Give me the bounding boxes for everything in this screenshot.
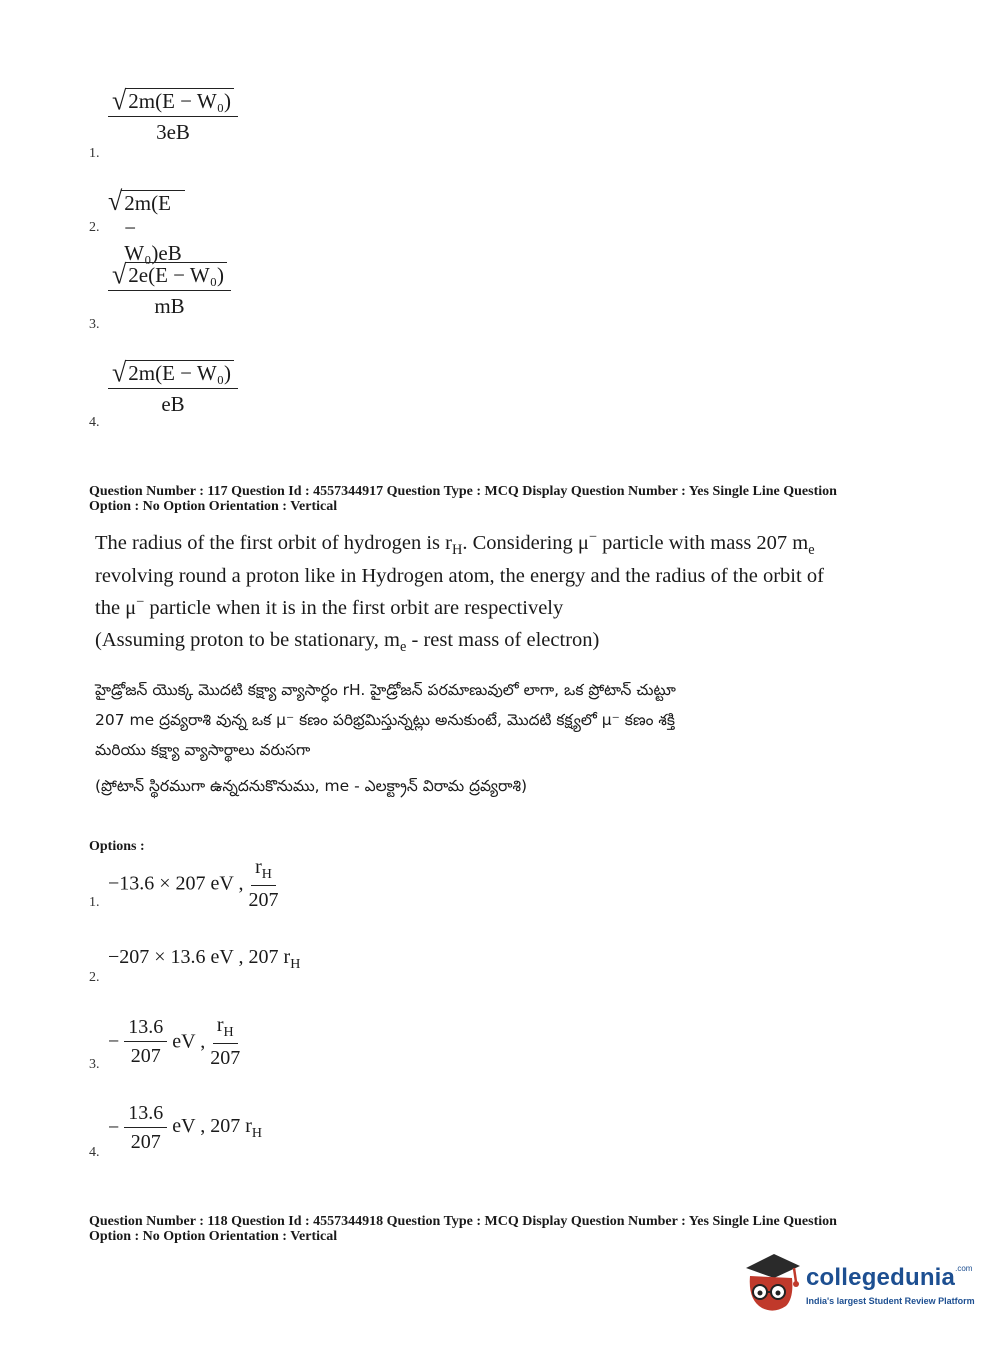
english-line-1: The radius of the first orbit of hydrogen is $r_H$. Considering μ− particle with mass 207 $m_e$ xyxy=(95,529,815,558)
radicand: 2e(E − W₀) xyxy=(125,262,227,288)
option-number: 4. xyxy=(89,1145,100,1160)
collegedunia-logo[interactable] xyxy=(740,1250,980,1320)
english-line-4: (Assuming proton to be stationary, $m_e$ - rest mass of electron) xyxy=(95,628,600,655)
telugu-line-1: హైడ్రోజన్ యొక్క మొదటి కక్ష్యా వ్యాసార్ధం rH. హైడ్రోజన్ పరమాణువులో లాగా, ఒక ప్రోటాన్ చుట్టూ xyxy=(95,681,676,699)
radicand: 2m(E − W₀) xyxy=(125,360,234,386)
energy-fraction: $\frac{13.6}{207}$ xyxy=(124,1102,167,1154)
logo-tagline: India's largest Student Review Platform xyxy=(806,1296,975,1306)
option-number: 1. xyxy=(89,895,100,910)
option-number: 2. xyxy=(89,970,100,985)
option-number: 1. xyxy=(89,146,100,161)
meta-line-1: Question Number : 117 Question Id : 4557344917 Question Type : MCQ Display Question Number : Yes Single Line Question xyxy=(89,484,837,499)
radius-fraction: $\frac{r_H}{207}$ xyxy=(248,856,279,911)
english-line-3: the μ− particle when it is in the first orbit are respectively xyxy=(95,593,564,619)
option-number: 3. xyxy=(89,1057,100,1072)
denominator: 3eB xyxy=(156,120,190,144)
logo-wordmark: collegedunia$^{.com}$ xyxy=(806,1264,973,1291)
telugu-line-3: మరియు కక్ష్యా వ్యాసార్థాలు వరుసగా xyxy=(95,741,311,759)
question-117-telugu xyxy=(95,675,895,801)
options-label: Options : xyxy=(89,839,145,854)
meta-line-1: Question Number : 118 Question Id : 4557344918 Question Type : MCQ Display Question Number : Yes Single Line Question xyxy=(89,1214,837,1229)
option-number: 3. xyxy=(89,317,100,332)
option-number: 4. xyxy=(89,415,100,430)
denominator: mB xyxy=(154,294,185,318)
option-number: 2. xyxy=(89,220,100,235)
question-117-english xyxy=(95,524,895,660)
mascot-icon xyxy=(740,1250,802,1314)
sqrt-expression: √ 2m(E − W₀)eB xyxy=(108,190,185,266)
question-118-meta xyxy=(89,1214,969,1244)
radius-fraction: $\frac{r_H}{207}$ xyxy=(210,1014,241,1069)
denominator: eB xyxy=(161,392,185,416)
energy-fraction: $\frac{13.6}{207}$ xyxy=(124,1016,167,1068)
radicand: 2m(E − W₀) xyxy=(125,88,234,114)
fraction: √ 2m(E − W₀) 3eB xyxy=(108,88,238,145)
telugu-line-2: 207 me ద్రవ్యరాశి వున్న ఒక μ⁻ కణం పరిభ్రమిస్తున్నట్లు అనుకుంటే, మొదటి కక్ష్యలో μ⁻ కణం శక్తి xyxy=(95,711,676,729)
fraction: √ 2e(E − W₀) mB xyxy=(108,262,231,319)
question-117-meta xyxy=(89,484,969,514)
fraction: √ 2m(E − W₀) eB xyxy=(108,360,238,417)
telugu-line-4: (ప్రోటాన్ స్థిరముగా ఉన్నదనుకొనుము, me - ఎలక్ట్రాన్ విరామ ద్రవ్యరాశి) xyxy=(95,777,528,795)
meta-line-2: Option : No Option Orientation : Vertical xyxy=(89,1229,338,1244)
energy-expression: −13.6 × 207 eV , xyxy=(108,872,244,895)
energy-radius-expression: −207 × 13.6 eV , 207 $r_H$ xyxy=(108,946,301,972)
meta-line-2: Option : No Option Orientation : Vertical xyxy=(89,499,338,514)
english-line-2: revolving round a proton like in Hydrogen atom, the energy and the radius of the orbit of xyxy=(95,564,824,587)
